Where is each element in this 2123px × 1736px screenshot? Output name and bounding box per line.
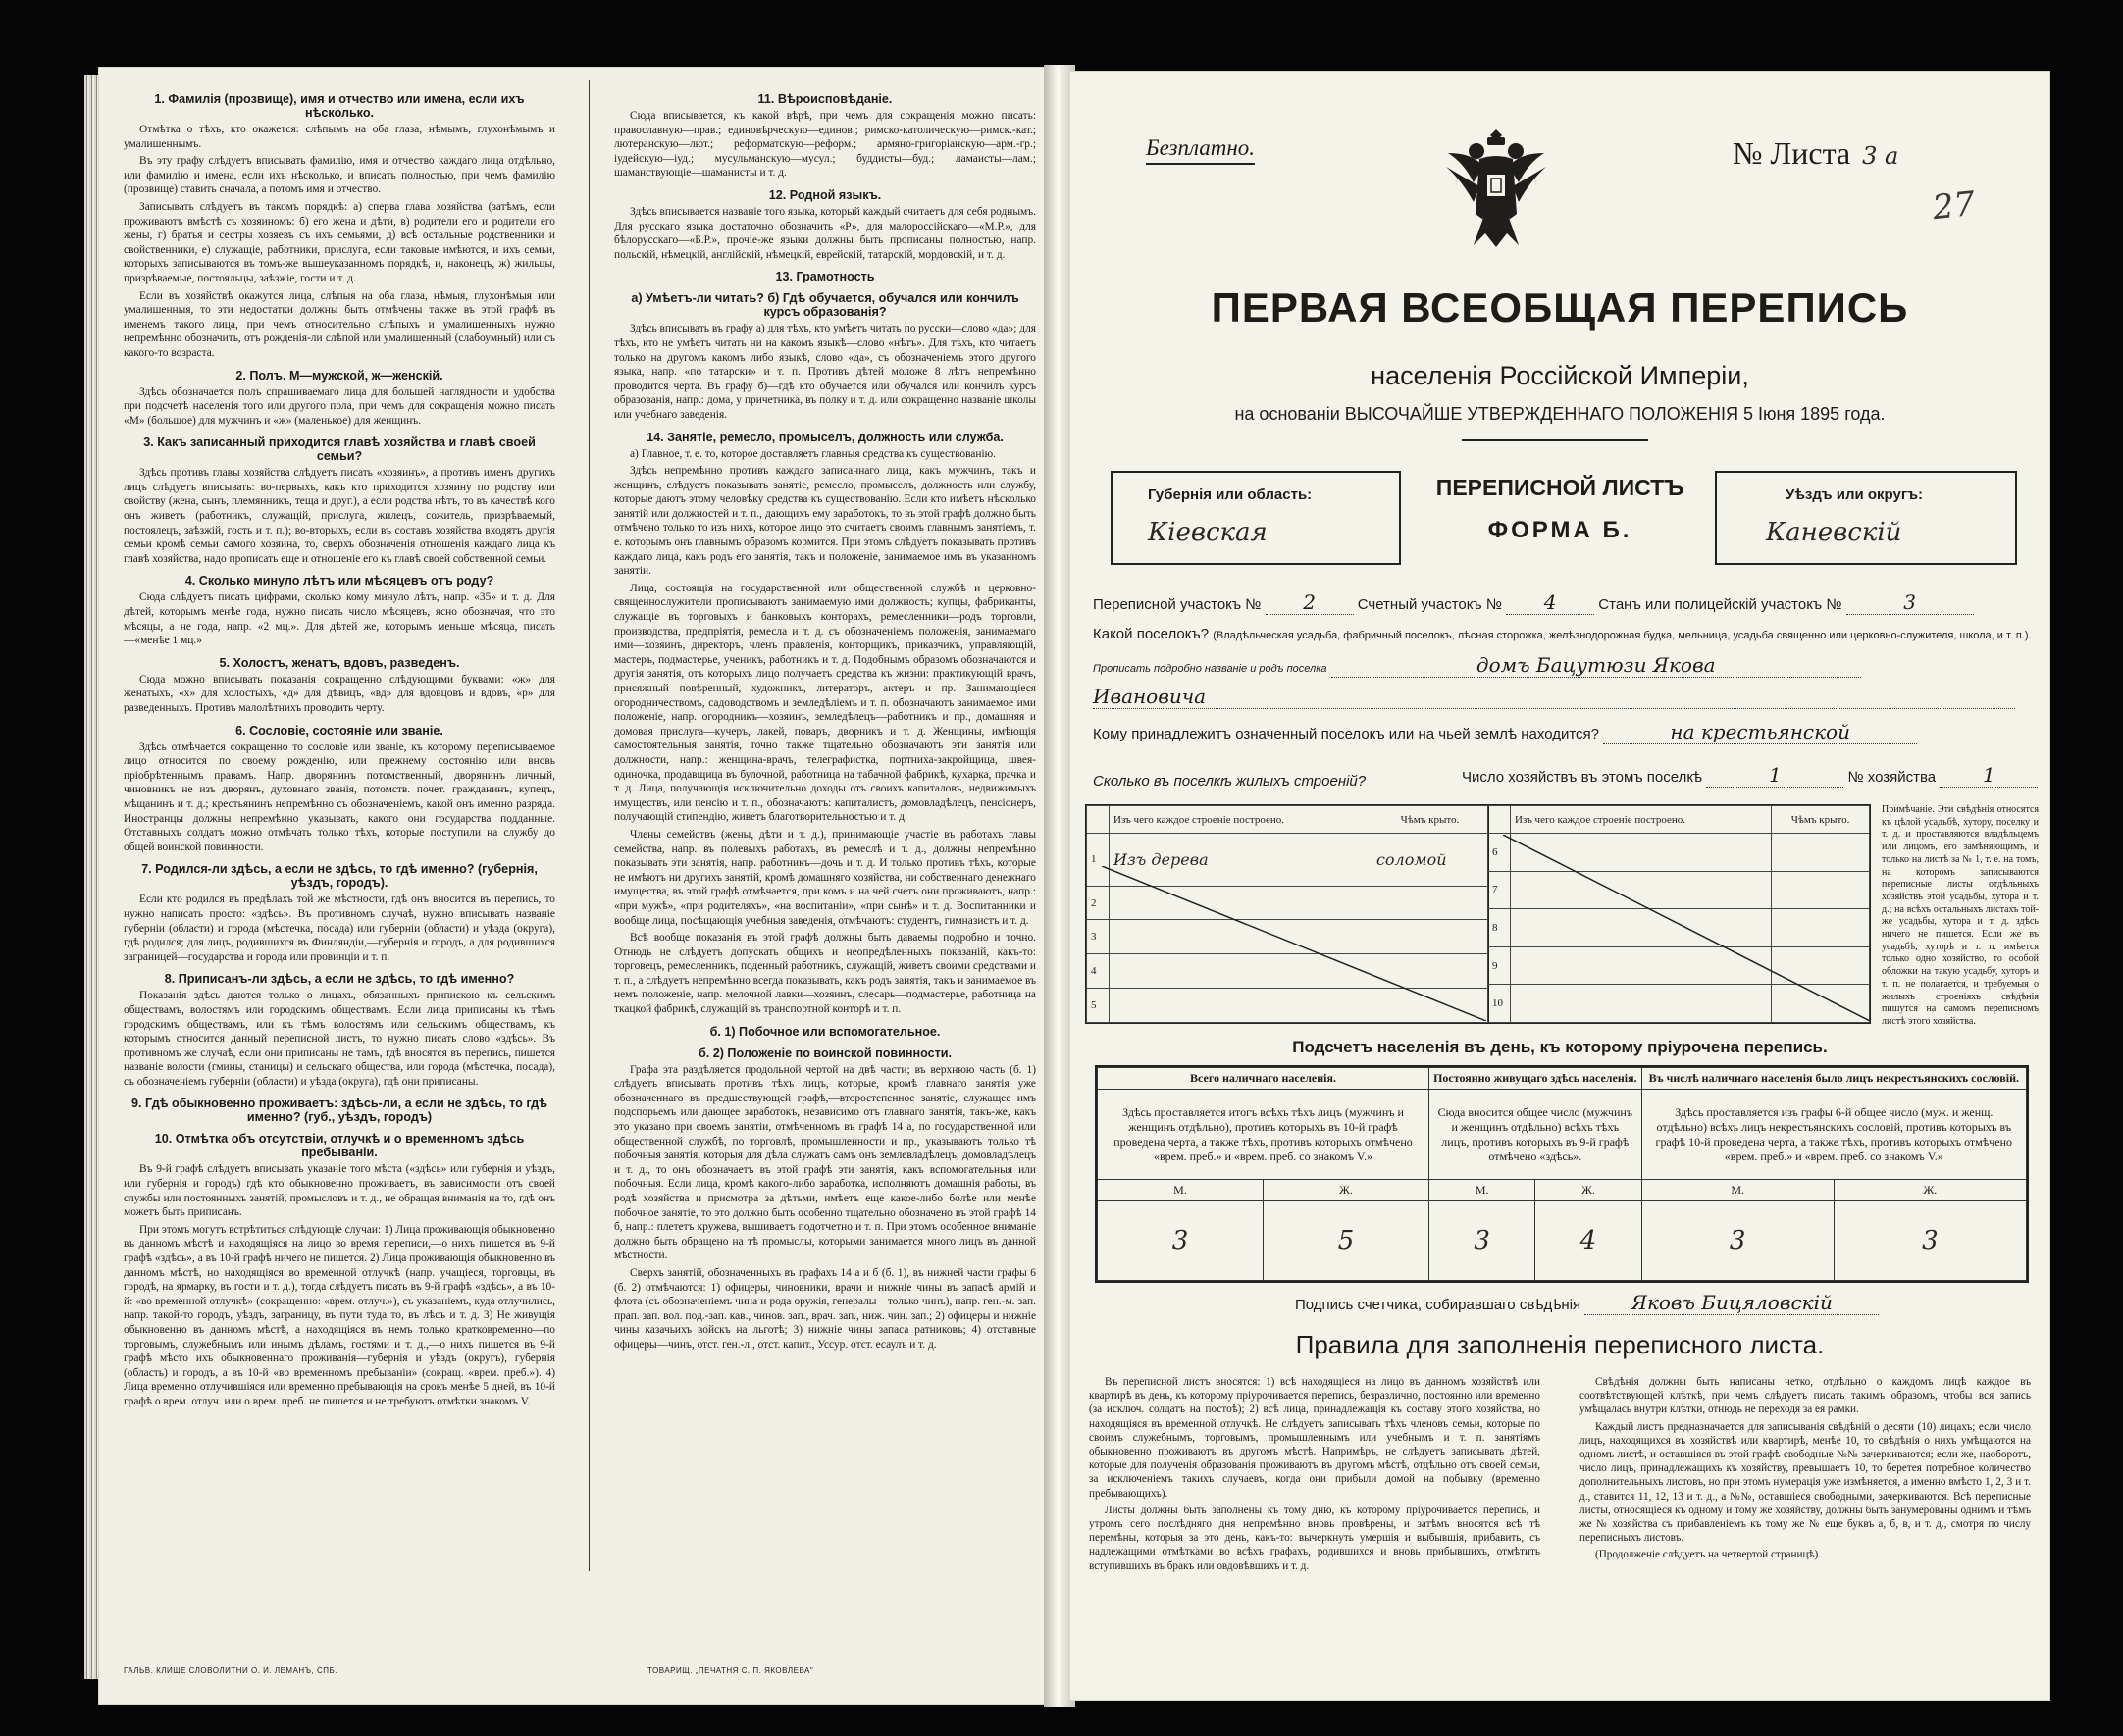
rule-paragraph: (Продолженіе слѣдуетъ на четвертой страницѣ). xyxy=(1595,1549,1822,1561)
female-label: Ж. xyxy=(1834,1180,2026,1201)
count-district-label: Счетный участокъ № xyxy=(1357,596,1502,613)
household-number-label: № хозяйства xyxy=(1847,769,1937,786)
population-count-title: Подсчетъ населенія въ день, къ которому пріурочена перепись. xyxy=(1292,1038,1828,1056)
section-heading: 3. Какъ записанный приходится главѣ хозяйства и главѣ своей семьи? xyxy=(143,435,536,464)
double-headed-eagle-emblem xyxy=(1444,124,1548,251)
bldg-head-material: Изъ чего каждое строеніе построено. xyxy=(1110,806,1372,834)
signature-label: Подпись счетчика, собиравшаго свѣдѣнія xyxy=(1295,1297,1581,1313)
settlement-row xyxy=(1093,626,2032,642)
sheet-number-value: 3 а xyxy=(1862,142,1899,170)
instruction-paragraph: Члены семействъ (жены, дѣти и т. д.), принимающіе участіе въ работахъ главы семейства, напр. въ полевыхъ работахъ, въ ремеслѣ и т. д., должны непремѣнно показывать эти занятія, напр. работникъ—дочь и т. д. И только противъ тѣхъ, которые не имѣютъ ни другихъ занятій, кромѣ домашняго хозяйства, ни собственнаго денежнаго имущества, въ этой графѣ отмѣчается, при комъ и на чей счетъ они проживаютъ, напр.: «при мужѣ», «при родителяхъ», «на воспитаніи», «при сынѣ» и т. д. Воспитанники и вообще лица, посѣщающія учебныя заведенія, отмѣчаютъ: студентъ, гимназистъ и т. д. xyxy=(614,828,1036,927)
section-heading: 2. Полъ. М—мужской, ж—женскій. xyxy=(235,368,443,383)
instruction-paragraph: Здѣсь противъ главы хозяйства слѣдуетъ писать «хозяинъ», а противъ именъ другихъ лицъ слѣдуетъ вписывать: во-первыхъ, какъ кто приходится хозяину по родству или свойству (жена, сынъ, племянникъ, теща и друг.), а если родства нѣтъ, то въ качествѣ кого онъ живетъ (работникъ, служащій, прислуга, жилецъ, сожитель, призрѣваемый, постоялецъ, заѣзжій, гость и т. п.); во-вторыхъ, если въ составъ хозяйства входятъ другія семьи кромѣ семьи самого хозяина, то, сверхъ обозначенія отношенія каждаго лица къ главѣ хозяйства, надо прописать еще и отношеніе его къ главѣ своей собственной семьи. xyxy=(124,467,555,565)
bldg-row-num: 9 xyxy=(1488,946,1511,985)
owner-label: Кому принадлежитъ означенный поселокъ или на чьей землѣ находится? xyxy=(1093,726,1600,742)
instruction-paragraph: Сюда вписывается, къ какой вѣрѣ, при чемъ для сокращенія можно писать: православную—прав.; единовѣрческую—единов.; римско-католическую—римск.-кат.; лютеранскую—лют.; реформатскую—реформ.; армяно-григоріанскую—арм.-гр.; іудейскую—іуд.; мусульманскую—мусул.; буддисты—буд.; ламаисты—лам.; шаманствующіе—шаманисты и т. д. xyxy=(614,110,1036,179)
rule-paragraph: Въ переписной листъ вносятся: 1) всѣ находящіеся на лицо въ данномъ хозяйствѣ или квартирѣ въ день, къ которому пріурочивается перепись, безразлично, постоянно или временно (за исключ. солдатъ на постоѣ); 2) всѣ лица, принадлежащія къ составу этого хозяйства, но находящіяся въ временной отлучкѣ. Не слѣдуетъ записывать тѣхъ членовъ семьи, которые по своимъ служебнымъ, торговымъ, промышленнымъ или учебнымъ и т. п. занятіямъ обыкновенно проживаютъ въ другомъ мѣстѣ. Напримѣръ, не слѣдуетъ записывать дѣтей, которые для полученія образованія проживаютъ въ другомъ мѣстѣ, отдѣльно отъ своей семьи, за исключеніемъ такихъ случаевъ, когда они прибыли домой на побывку (временно пребывающихъ). xyxy=(1089,1376,1540,1500)
instruction-paragraph: а) Главное, т. е. то, которое доставляетъ главныя средства къ существованію. xyxy=(630,447,996,460)
pop-head: Въ числѣ наличнаго населенія было лицъ некрестьянскихъ сословій. xyxy=(1641,1068,2026,1090)
female-label: Ж. xyxy=(1535,1180,1641,1201)
rules-column-2 xyxy=(1579,1375,2031,1565)
bldg-head-roof: Чѣмъ крыто. xyxy=(1772,806,1870,834)
section-heading: 6. Сословіе, состояніе или званіе. xyxy=(235,723,443,738)
settlement-hint: (Владѣльческая усадьба, фабричный поселокъ, лѣсная сторожка, желѣзнодорожная будка, мельница, усадьба священно или церковно-служителя, школа, и т. п.). xyxy=(1213,630,2032,641)
owner-value: на крестьянской xyxy=(1603,720,1917,744)
buildings-table-1 xyxy=(1085,804,1489,1024)
census-title: ПЕРВАЯ ВСЕОБЩАЯ ПЕРЕПИСЬ xyxy=(1211,284,1909,331)
settlement-value-row xyxy=(1093,653,1861,678)
precinct-row xyxy=(1093,590,1974,615)
column-divider xyxy=(589,80,590,1571)
owner-row xyxy=(1093,720,1917,744)
title-rule xyxy=(1462,439,1648,441)
buildings-label: Сколько въ поселкѣ жилыхъ строеній? xyxy=(1093,773,1367,790)
imprint-left: ГАЛЬВ. КЛИШЕ СЛОВОЛИТНИ О. И. ЛЕМАНЪ, СПБ. xyxy=(124,1666,337,1675)
instruction-paragraph: Здѣсь непремѣнно противъ каждаго записаннаго лица, какъ мужчинъ, такъ и женщинъ, слѣдуетъ показывать занятіе, ремесло, промыселъ, должность или службу, которые даютъ этому человѣку средства къ существованію. Если кто имѣетъ нѣсколько занятій или должностей и т. п., дающихъ ему заработокъ, то въ этой графѣ должно быть отмѣчено только то изъ нихъ, которое лицо это считаетъ своимъ главнымъ занятіемъ, т. е. которымъ онъ главнымъ образомъ кормится. При этомъ слѣдуетъ показывать противъ каждаго лица, какъ родъ его занятія, такъ и положеніе, занимаемое имъ въ указанномъ занятіи. xyxy=(614,465,1036,578)
instruction-paragraph: Въ 9-й графѣ слѣдуетъ вписывать указаніе того мѣста («здѣсь» или губернія и уѣздъ, или губернія и городъ) гдѣ кто обыкновенно проживаетъ, въ зависимости отъ своей службы или постоянныхъ занятій, промысловъ и т. д., не обращая вниманія на то, гдѣ онъ можетъ быть приписанъ. xyxy=(124,1163,555,1219)
census-subtitle: населенія Россійской Имперіи, xyxy=(1371,361,1749,390)
household-number-value: 1 xyxy=(1940,763,2038,788)
cross-out-line xyxy=(1102,866,1486,1021)
settlement-value-2: Ивановича xyxy=(1093,685,2015,709)
section-heading: 1. Фамилія (прозвище), имя и отчество или имена, если ихъ нѣсколько. xyxy=(154,92,525,120)
population-table xyxy=(1095,1065,2029,1283)
male-label: М. xyxy=(1429,1180,1535,1201)
pop-count-nonpeasant-m: 3 xyxy=(1641,1201,1834,1281)
instruction-paragraph: Записывать слѣдуетъ въ такомъ порядкѣ: а) сперва глава хозяйства (затѣмъ, если проживаютъ вмѣстѣ съ хозяиномъ: б) его жена и дѣти, в) родители его и родители его жены, г) братья и сестры хозяевъ съ ихъ семьями, д) всѣ остальные родственники и свойственники, е) служащіе, работники, прислуга, если таковые имѣются, и ихъ семьи, которыхъ записываются въ томъ-же вышеуказанномъ порядкѣ, и, наконецъ, ж) жильцы, призрѣваемые, постояльцы, заѣзжіе, гости и т. д. xyxy=(124,200,555,284)
bldg-row-num: 5 xyxy=(1087,989,1110,1023)
sheet-number xyxy=(1733,135,1898,172)
form-title: ПЕРЕПИСНОЙ ЛИСТЪ xyxy=(1435,475,1684,500)
instruction-paragraph: Здѣсь отмѣчается сокращенно то сословіе или званіе, къ которому переписываемое лицо относится по своему рожденію, или прежнему состоянію или вновь пріобрѣтеннымъ правамъ. Напр. дворянинъ потомственный, дворянинъ личный, чиновникъ не изъ дворянъ, духовнаго званія, потомств. почет. гражданинъ, купецъ, мѣщанинъ и т. д.; крестьянинъ непремѣнно съ обозначеніемъ, какой онъ именно разряда. Иностранцы должны непремѣнно указывать, какого они государства подданные. Отставныхъ солдатъ можно отмѣчать только тѣхъ, которые поступили на службу до общей воинской повинности. xyxy=(124,740,555,853)
census-legal-basis: на основаніи ВЫСОЧАЙШЕ УТВЕРЖДЕННАГО ПОЛОЖЕНІЯ 5 Іюня 1895 года. xyxy=(1234,404,1886,424)
district-label: Уѣздъ или округъ: xyxy=(1786,486,1924,503)
settlement-value-row-2 xyxy=(1093,685,2015,709)
settlement-hint-2: Прописать подробно названіе и родъ поселка xyxy=(1093,663,1327,675)
pop-count-resident-f: 4 xyxy=(1535,1201,1641,1281)
settlement-value-1: домъ Бацутюзи Якова xyxy=(1331,653,1861,678)
stamped-number: 27 xyxy=(1931,183,1978,229)
pop-desc: Сюда вносится общее число (мужчинъ и женщинъ отдѣльно) всѣхъ тѣхъ лицъ, противъ которыхъ въ 9-й графѣ отмѣчено «здѣсь». xyxy=(1429,1090,1642,1180)
instructions-page xyxy=(98,67,1050,1705)
pop-count-present-m: 3 xyxy=(1098,1201,1264,1281)
rules-column-1 xyxy=(1089,1375,1540,1576)
male-label: М. xyxy=(1098,1180,1264,1201)
instruction-paragraph: При этомъ могутъ встрѣтиться слѣдующіе случаи: 1) Лица проживающія обыкновенно въ данномъ мѣстѣ и находящіяся на лицо во время переписи,—о нихъ пишется въ 9-й графѣ «здѣсь», а въ 10-й графѣ ничего не пишется. 2) Лица проживающія обыкновенно въ данномъ мѣстѣ, но находящіяся во временной отлучкѣ (напр. учащіеся, торговцы, въ городѣ, на ярмарку, въ гости и т. д.), тогда слѣдуетъ писать въ 9-й графѣ «здѣсь», а въ 10-й: «во временной отлучкѣ» (сокращенно: «врем. отлуч.»), съ указаніемъ, куда отлучились, напр. такой-то городъ, уѣздъ, заграницу, въ пути туда то, въ лѣсъ и т. д. 3) Не живущія обыкновенно въ данномъ мѣстѣ, а находящіяся въ немъ только кратковременно—по торговымъ, служебнымъ или инымъ дѣламъ, гостями и т. д.,—о нихъ пишется въ 9-й графѣ мѣсто ихъ обыкновеннаго проживанія—губернія и уѣздъ (округъ), губернія (область) и городъ, а въ 10-й «во временномъ пребываніи» (сокращ. «врем. преб.»). 4) Лица временно отлучившіяся или временно пребывающія на срокъ менѣе 5 дней, въ 10-й графѣ о врем. отлуч. или о врем. преб. не пишется и не требуютъ отмѣтки знакомъ V. xyxy=(124,1223,555,1407)
section-heading: б. 1) Побочное или вспомогательное. xyxy=(709,1024,941,1039)
pop-desc: Здѣсь проставляется изъ графы 6-й общее число (муж. и женщ. отдѣльно) всѣхъ лицъ некрестьянскихъ сословій, противъ которыхъ въ графѣ 10-й проведена черта, а также тѣхъ, противъ которыхъ отмѣчено «врем. преб.» и «врем. преб. со знакомъ V.» xyxy=(1641,1090,2026,1180)
rule-paragraph: Каждый листъ предназначается для записыванія свѣдѣній о десяти (10) лицахъ; если число лицъ, находящихся въ хозяйствѣ или квартирѣ, менѣе 10, то свѣдѣнія о нихъ умѣщаются на одномъ листѣ, и оставшіяся въ этой графѣ свободные №№ зачеркиваются; если же, наоборотъ, число лицъ, принадлежащихъ къ хозяйству, превышаетъ 10, то беретея потребное количество дополнительныхъ листовъ, но при этомъ нумерація уже измѣняется, а именно вмѣсто 1, 2, 3 и т. д., ставится 11, 12, 13 и т. д., а №№, оставшіеся свободными, зачеркиваются. Всѣ переписные листы, относящіеся къ одному и тому же хозяйству, должны быть занумерованы однимъ и тѣмъ же № хозяйства съ прибавленіемъ къ тому же № еще буквъ а, б, в, и т. д., смотря по числу переписныхъ листовъ. xyxy=(1579,1420,2031,1545)
instruction-paragraph: Здѣсь вписывать въ графу а) для тѣхъ, кто умѣетъ читать по русски—слово «да»; для тѣхъ, кто не умѣетъ читать ни на какомъ языкѣ—слово «нѣтъ». Для тѣхъ, кто читаетъ только на другомъ какомъ либо языкѣ, слово «да», съ обозначеніемъ этого другого языка, напр. «по татарски» и т. п. Противъ дѣтей моложе 8 лѣтъ непремѣнно проводится черта. Въ графу б)—гдѣ кто обучается или обучался или кончилъ курсъ образованія, напр.: дома, у причетника, въ полку и т. д. или сокращенно названіе школы или учебнаго заведенія. xyxy=(614,323,1036,421)
instruction-paragraph: Въ эту графу слѣдуетъ вписывать фамилію, имя и отчество каждаго лица отдѣльно, или фамилію и имена, если ихъ нѣсколько, и вписать полностью, при чемъ фамилію (прозвище) ставить сначала, а потомъ имя и отчество. xyxy=(124,155,555,196)
form-subtitle: ФОРМА Б. xyxy=(1487,517,1632,543)
section-heading: б. 2) Положеніе по воинской повинности. xyxy=(698,1046,953,1060)
instruction-paragraph: Сверхъ занятій, обозначенныхъ въ графахъ 14 а и б (б. 1), въ нижней части графы 6 (б. 2) отмѣчаются: 1) офицеры, чиновники, врачи и нижніе чины въ запасѣ армій и флота (съ обозначеніемъ чина и рода оружія, генералы—только чинъ), напр. ген.-м. зап. прап. зап. вол. под.-зап. кав., чинов. зап., врач. зап., ниж. чин. зап.; 2) офицеры и нижніе чины казачьихъ войскъ на льготѣ; 3) нижніе чины запаса ратниковъ; 4) отставные офицеры—чинъ, отст. ген.-л., отст. капит., Уссур. отст. есаулъ и т. д. xyxy=(614,1266,1036,1351)
bldg-row-num: 10 xyxy=(1488,985,1511,1023)
cross-out-line xyxy=(1503,835,1870,1021)
section-heading: 8. Приписанъ-ли здѣсь, а если не здѣсь, то гдѣ именно? xyxy=(164,972,515,987)
instruction-paragraph: Здѣсь вписывается названіе того языка, который каждый считаетъ для себя роднымъ. Для русскаго языка достаточно обозначить «Р», для малороссійскаго—«М.Р.», для бѣлорусскаго—«Б.Р.», прочіе-же языки должны быть прописаны полностью, напр. польскій, нѣмецкій, англійскій, нѣмецкій, еврейскій, татарскій, мордовскій, и т. д. xyxy=(614,205,1036,261)
instruction-paragraph: Отмѣтка о тѣхъ, кто окажется: слѣпымъ на оба глаза, нѣмымъ, глухонѣмымъ и умалишеннымъ. xyxy=(124,124,555,150)
instruction-paragraph: Если кто родился въ предѣлахъ той же мѣстности, гдѣ онъ вносится въ перепись, то нужно написать просто: «здѣсь». Въ противномъ случаѣ, нужно вписывать названіе губерніи (области) и города (мѣстечка, посада) или губерніи (области) и уѣзда (округа), гдѣ родился; для лицъ, родившихся въ Финляндіи,—губернія и городъ, а для родившихся заграницей—государства и города или провинціи и т. п. xyxy=(124,894,555,963)
households-label: Число хозяйствъ въ этомъ поселкѣ xyxy=(1462,769,1703,786)
sheet-number-label: № Листа xyxy=(1733,135,1851,171)
instruction-paragraph: Показанія здѣсь даются только о лицахъ, обязанныхъ припискою къ сельскимъ обществамъ, волостямъ или городскимъ обществамъ. Если лица приписаны къ тѣмъ городскимъ обществамъ, или къ тѣмъ волостямъ или сельскимъ обществамъ, къ которымъ относится данный переписной листъ, то нужно писать слово «здѣсь». Въ противномъ же случаѣ, если они приписаны не тамъ, гдѣ вносятся въ перепись, пишется названіе волости (гмины, станицы) и сельскаго общества, или города (мѣстечка, посада), съ обозначеніемъ губерніи (области) и уѣзда (округа), гдѣ они приписаны. xyxy=(124,990,555,1088)
bldg-row-num: 8 xyxy=(1488,909,1511,947)
pop-desc: Здѣсь проставляется итогъ всѣхъ тѣхъ лицъ (мужчинъ и женщинъ отдѣльно), противъ которыхъ въ 10-й графѣ проведена черта, а также тѣхъ, противъ которыхъ отмѣчено «врем. преб.» и «врем. преб. со знакомъ V.» xyxy=(1098,1090,1429,1180)
bldg-roof: соломой xyxy=(1372,834,1487,887)
section-heading: 4. Сколько минуло лѣтъ или мѣсяцевъ отъ роду? xyxy=(184,574,494,588)
section-heading: 12. Родной языкъ. xyxy=(768,187,882,202)
bldg-head-material: Изъ чего каждое строеніе построено. xyxy=(1511,806,1772,834)
province-value: Кіевская xyxy=(1148,518,1268,547)
police-district-label: Станъ или полицейскій участокъ № xyxy=(1598,596,1842,613)
census-form-page xyxy=(1069,71,2050,1701)
instruction-paragraph: Если въ хозяйствѣ окажутся лица, слѣпыя на оба глаза, нѣмыя, глухонѣмыя или умалишенныя, то эти недостатки должны быть отмѣчены также въ этой графѣ въ именемъ такого лица, при чемъ относительно слѣпыхъ и умалишенныхъ нужно непремѣнно обозначить, отъ рожденія-ли слѣпой или умалишенный (слабоумный) или съ какого-то возраста. xyxy=(124,289,555,359)
instruction-paragraph: Лица, состоящія на государственной или общественной службѣ и церковно-священнослужители прописываютъ занимаемую ими должность; купцы, фабриканты, служащіе въ торговыхъ и банковыхъ конторахъ, ремесленники—родъ торговли, производства, предпріятія, ремесла и т. д. съ обозначеніемъ положенія, занимаемаго ими—хозяинъ, директоръ, членъ правленія, конторщикъ, приказчикъ, управляющій, мастеръ, подмастерье, ученикъ, работникъ и т. д. Подобнымъ образомъ обозначаются и другія занятія, отъ которыхъ лицо получаетъ средства къ жизни: практикующій врачъ, присяжный повѣренный, художникъ, литераторъ, актеръ и пр. Занимающіеся огородничествомъ, садоводствомъ и земледѣліемъ и т. п. обозначаютъ занимаемое ими положеніе, напр. огородникъ—хозяинъ, земледѣлецъ—работникъ и пр., домашняя и домовая прислуга—кучеръ, лакей, поваръ, дворникъ и т. д. Женщины, имѣющія самостоятельныя занятія, точно также тщательно обозначаютъ эти занятія или должности, напр.: женщина-врачъ, телеграфистка, портниха-закройщица, швея-одиночка, продавщица въ булочной, работница на табачной фабрикѣ, кухарка, прачка и т. д. Лица, получающія исключительно доходы отъ своихъ капиталовъ, недвижимыхъ имуществъ, или пенсію и т. п., обозначаютъ: капиталистъ, домовладѣлецъ, пенсіонеръ, получающій стипендію, живетъ благотворительностью и т. д. xyxy=(614,582,1036,824)
precinct-value: 2 xyxy=(1266,590,1354,615)
buildings-table-2 xyxy=(1487,804,1871,1024)
district-box xyxy=(1715,471,2017,565)
count-district-value: 4 xyxy=(1506,590,1594,615)
imprint-right: ТОВАРИЩ. „ПЕЧАТНЯ С. П. ЯКОВЛЕВА" xyxy=(647,1666,814,1675)
section-heading: 7. Родился-ли здѣсь, а если не здѣсь, то гдѣ именно? (губернія, уѣздъ, городъ). xyxy=(141,862,538,891)
rule-paragraph: Свѣдѣнія должны быть написаны четко, отдѣльно о каждомъ лицѣ каждое въ соотвѣтствующей клѣткѣ, при чемъ слѣдуетъ писать такимъ образомъ, чтобы вся запись умѣщалась внутри клѣтки, отнюдь не переходя за ея рамки. xyxy=(1579,1376,2031,1416)
instruction-paragraph: Всѣ вообще показанія въ этой графѣ должны быть даваемы подробно и точно. Отнюдь не слѣдуетъ допускать общихъ и неопредѣленныхъ показаній, какъ-то: торговецъ, ремесленникъ, поденный работникъ, служащій, живетъ своими средствами и т. п., а слѣдуетъ непремѣнно всегда показывать, какъ родъ занятія, такъ и занимаемое въ немъ положеніе, напр. мелочной лавки—хозяинъ, слесарь—подмастерье, работница на ткацкой фабрикѣ, служащій въ транспортной конторѣ и т. п. xyxy=(614,932,1036,1016)
pop-count-present-f: 5 xyxy=(1264,1201,1429,1281)
buildings-question xyxy=(1093,773,1366,790)
instruction-paragraph: Сюда слѣдуетъ писать цифрами, сколько кому минуло лѣтъ, напр. «35» и т. д. Для дѣтей, которымъ менѣе года, нужно писать число мѣсяцевъ, ясно обозначая, что это мѣсяцы, а не года, напр. «2 мц.». Для дѣтей же, которымъ меньше мѣсяца, писать—«менѣе 1 мц.» xyxy=(124,591,555,647)
instructions-column-1 xyxy=(124,84,555,1412)
section-heading: 11. Вѣроисповѣданіе. xyxy=(757,92,893,106)
bldg-row-num: 1 xyxy=(1087,834,1110,887)
buildings-note: Примѣчаніе. Эти свѣдѣнія относятся къ цѣлой усадьбѣ, хутору, поселку и т. д. и проставляются владѣльцемъ или лицомъ, его замѣняющимъ, и только на листѣ за № 1, т. е. на томъ, на которомъ записываются переписные листы отдѣльныхъ хозяйствъ этой усадьбы, хутора и т. д.; на всѣхъ остальныхъ листахъ той-же усадьбы, хутора и т. д. здѣсь ничего не пишется. Если же въ усадьбѣ, хуторѣ и т. п. имѣется только одно хозяйство, то особой обложки на такую усадьбу, хуторъ и т. п. не полагается, и требуемыя о жилыхъ строеніяхъ свѣдѣнія пишутся на самомъ переписномъ листѣ этого хозяйства. xyxy=(1882,804,2039,1027)
section-heading: 13. Грамотность xyxy=(775,270,875,284)
province-label: Губернія или область: xyxy=(1148,486,1313,503)
households-value: 1 xyxy=(1706,763,1843,788)
instruction-paragraph: Графа эта раздѣляется продольной чертой на двѣ части; въ верхнюю часть (б. 1) слѣдуетъ вписывать противъ тѣхъ лицъ, которые, кромѣ главнаго занятія уже обозначеннаго въ предшествующей графѣ,—второстепенное занятіе, служащее имъ подспорьемъ или дающее заработокъ, независимо отъ главнаго занятія, такъ-же, какъ это указано при своемъ занятіи, отмѣченномъ въ графѣ 14 а, по государственной или общественной службѣ, по торговлѣ, промышленности и пр., указываютъ только тѣ побочныя занятія, которыя для дѣла служатъ самъ онъ землевладѣлецъ, домовладѣлецъ и т. д., то онъ обозначаетъ въ этой графѣ эти занятія, какъ вспомогательныя или побочныя. Если лица, кромѣ какого-либо заработка, исполняютъ домашнія работы, въ родѣ хозяйства и присмотра за дѣтьми, имѣетъ еще какое-либо болѣе или менѣе побочное занятіе, то это должно быть особенно тщательно обозначено въ этой графѣ 14 б, напр.: плететъ кружева, вышиваетъ подотчетно и т. п. При этомъ особенное вниманіе должно быть обращено на тѣ промыслы, которыми занимается много лицъ въ данной мѣстности. xyxy=(614,1063,1036,1262)
pop-head: Всего наличнаго населенія. xyxy=(1098,1068,1429,1090)
enumerator-signature-row xyxy=(1295,1291,1879,1315)
form-heading xyxy=(1408,475,1712,544)
rule-paragraph: Листы должны быть заполнены къ тому дню, къ которому пріурочивается перепись, и утромъ сего послѣдняго дня непремѣнно вновь провѣрены, и затѣмъ вносятся всѣ тѣ перемѣны, которыя за это день, какъ-то: вычеркнуть умершія и выбывшія, прибавить, съ надлежащими отмѣтками во всѣхъ графахъ, родившихся и вновь прибывшихъ, отмѣтить вступившихъ въ бракъ или овдовѣвшихъ и т. д. xyxy=(1089,1504,1540,1572)
female-label: Ж. xyxy=(1264,1180,1429,1201)
section-heading: 10. Отмѣтка объ отсутствіи, отлучкѣ и о временномъ здѣсь пребываніи. xyxy=(154,1132,525,1160)
instruction-paragraph: Сюда можно вписывать показанія сокращенно слѣдующими буквами: «ж» для женатыхъ, «х» для холостыхъ, «д» для дѣвицъ, «вд» для вдовцовъ и вдовъ, «р» для разведенныхъ. Противъ малолѣтнихъ проводить черту. xyxy=(124,673,555,714)
bldg-row-num: 2 xyxy=(1087,886,1110,920)
precinct-label: Переписной участокъ № xyxy=(1093,596,1262,613)
settlement-label: Какой поселокъ? xyxy=(1093,626,1210,642)
instructions-column-2 xyxy=(614,84,1036,1355)
free-of-charge-label: Безплатно. xyxy=(1146,135,1255,165)
pop-count-resident-m: 3 xyxy=(1429,1201,1535,1281)
section-heading: 5. Холостъ, женатъ, вдовъ, разведенъ. xyxy=(219,655,460,670)
section-heading: 9. Гдѣ обыкновенно проживаетъ: здѣсь-ли, а если не здѣсь, то гдѣ именно? (губ., уѣздъ, городъ) xyxy=(131,1097,547,1125)
section-heading: 14. Занятіе, ремесло, промыселъ, должность или служба. xyxy=(647,430,1004,444)
province-box xyxy=(1111,471,1401,565)
rules-title: Правила для заполненія переписного листа. xyxy=(1295,1330,1825,1359)
population-grid xyxy=(1097,1067,2027,1281)
district-value: Каневскій xyxy=(1766,518,1902,547)
bldg-row-num: 4 xyxy=(1087,954,1110,989)
signature-value: Яковъ Бицяловскій xyxy=(1584,1291,1879,1315)
bldg-head-roof: Чѣмъ крыто. xyxy=(1372,806,1487,834)
police-district-value: 3 xyxy=(1846,590,1974,615)
households-row xyxy=(1462,763,2038,788)
bldg-row-num: 6 xyxy=(1488,834,1511,872)
section-heading: а) Умѣетъ-ли читать? б) Гдѣ обучается, обучался или кончилъ курсъ образованія? xyxy=(631,291,1019,320)
pop-count-nonpeasant-f: 3 xyxy=(1834,1201,2026,1281)
bldg-material: Изъ дерева xyxy=(1110,834,1372,887)
bldg-row-num: 7 xyxy=(1488,871,1511,909)
bldg-row-num: 3 xyxy=(1087,920,1110,954)
male-label: М. xyxy=(1641,1180,1834,1201)
instruction-paragraph: Здѣсь обозначается полъ спрашиваемаго лица для большей наглядности и удобства при подсчетѣ населенія того или другого пола, при чемъ для сокращенія можно писать «М» (большое) для мужчинъ и «ж» (маленькое) для женщинъ. xyxy=(124,385,555,427)
pop-head: Постоянно живущаго здѣсь населенія. xyxy=(1429,1068,1642,1090)
